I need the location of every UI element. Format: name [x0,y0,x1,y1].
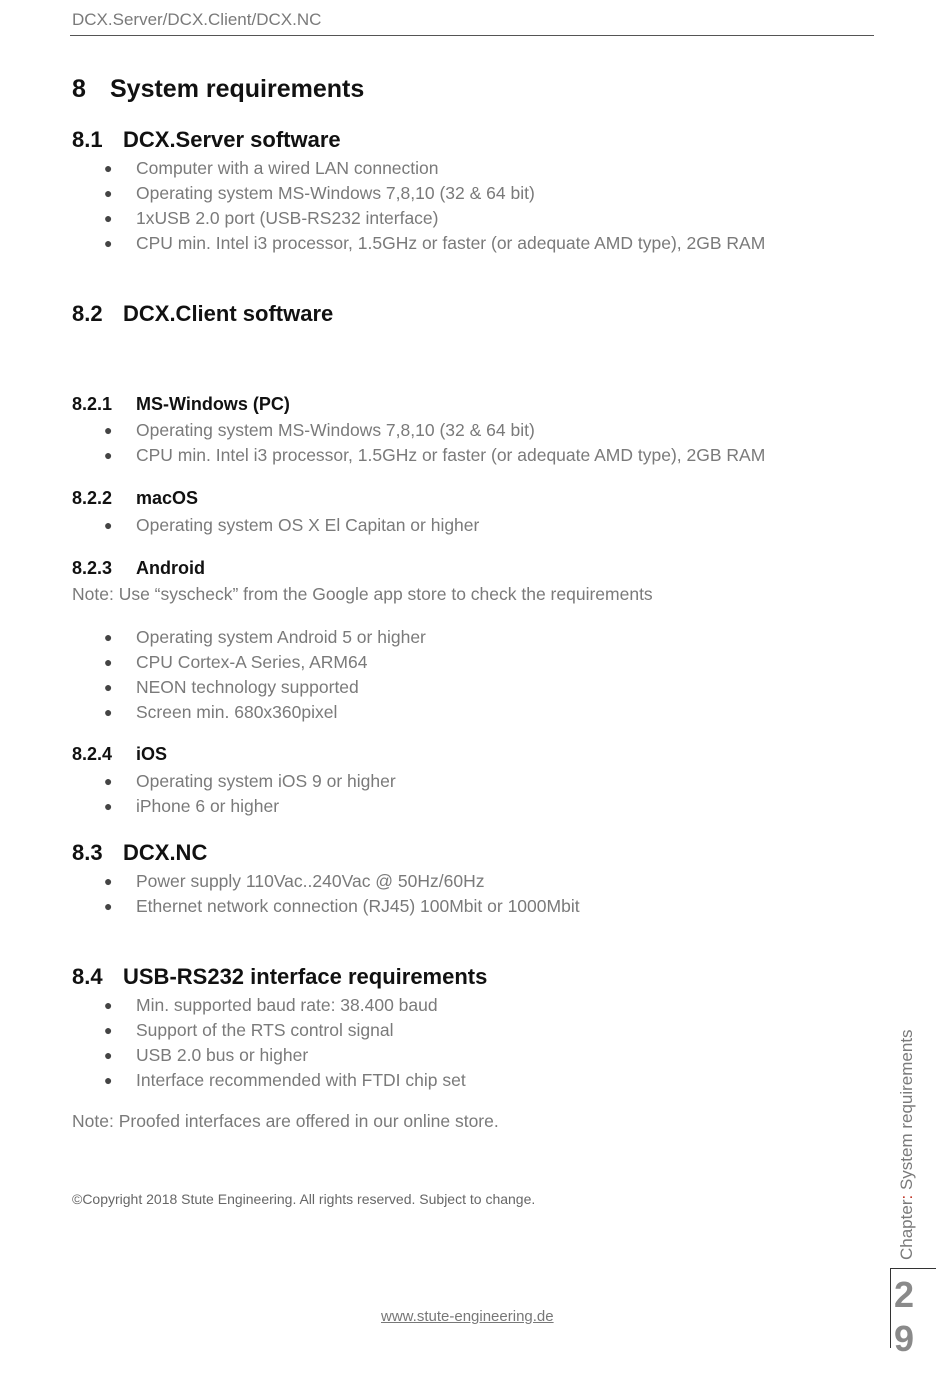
bullet-icon: ● [104,1022,113,1038]
bullet-icon: ● [104,210,113,226]
list-item: ● Interface recommended with FTDI chip set [104,1068,466,1093]
page-number-digit: 9 [894,1318,915,1359]
bullet-icon: ● [104,629,113,645]
bullet-icon: ● [104,873,113,889]
side-divider-horizontal [890,1268,936,1269]
list-item: ● Operating system OS X El Capitan or higher [104,513,479,538]
list-item: ● CPU min. Intel i3 processor, 1.5GHz or faster (or adequate AMD type), 2GB RAM [104,443,765,468]
section-heading-8-3 [72,840,207,866]
section-title: USB-RS232 interface requirements [123,964,488,989]
list-item: ● Support of the RTS control signal [104,1018,466,1043]
list-item: ● USB 2.0 bus or higher [104,1043,466,1068]
bullet-icon: ● [104,422,113,438]
section-heading-8-4 [72,964,487,990]
nc-requirements-list [104,869,580,919]
section-number: 8.2.3 [72,558,113,578]
list-item: ● Computer with a wired LAN connection [104,156,765,181]
bullet-icon: ● [104,704,113,720]
section-title: System requirements [110,75,365,103]
chapter-side-label: Chapter: System requirements [897,1029,916,1260]
android-note: Note: Use “syscheck” from the Google app store to check the requirements [72,584,653,604]
section-number: 8.4 [72,964,103,989]
list-item: ● Operating system MS-Windows 7,8,10 (32 & 64 bit) [104,418,765,443]
list-item: ● Operating system MS-Windows 7,8,10 (32 & 64 bit) [104,181,765,206]
section-heading-8 [72,75,364,104]
section-number: 8 [72,75,86,103]
list-item: ● NEON technology supported [104,675,426,700]
section-heading-8-2 [72,301,333,327]
list-item: ● CPU min. Intel i3 processor, 1.5GHz or faster (or adequate AMD type), 2GB RAM [104,231,765,256]
section-number: 8.3 [72,840,103,865]
section-heading-8-2-1 [72,394,290,415]
section-title: macOS [136,488,199,508]
page-number-digit: 2 [894,1274,915,1315]
usb-note: Note: Proofed interfaces are offered in our online store. [72,1111,499,1131]
bullet-icon: ● [104,773,113,789]
list-item: ● iPhone 6 or higher [104,794,396,819]
bullet-icon: ● [104,997,113,1013]
bullet-icon: ● [104,679,113,695]
list-item: ● Ethernet network connection (RJ45) 100Mbit or 1000Mbit [104,894,580,919]
bullet-icon: ● [104,447,113,463]
section-title: Android [136,558,205,578]
list-item: ● CPU Cortex-A Series, ARM64 [104,650,426,675]
bullet-icon: ● [104,898,113,914]
section-number: 8.2 [72,301,103,326]
website-link[interactable]: www.stute-engineering.de [381,1308,554,1325]
list-item: ● Screen min. 680x360pixel [104,700,426,725]
android-requirements-list [104,625,426,725]
section-heading-8-2-2 [72,488,198,509]
list-item: ● 1xUSB 2.0 port (USB-RS232 interface) [104,206,765,231]
server-requirements-list [104,156,765,256]
list-item: ● Operating system iOS 9 or higher [104,769,396,794]
copyright-notice: ©Copyright 2018 Stute Engineering. All rights reserved. Subject to change. [72,1191,536,1207]
section-title: DCX.Client software [123,301,334,326]
bullet-icon: ● [104,798,113,814]
bullet-icon: ● [104,654,113,670]
section-number: 8.2.2 [72,488,113,508]
section-title: MS-Windows (PC) [136,394,290,414]
bullet-icon: ● [104,185,113,201]
header-divider [70,35,874,36]
ios-requirements-list [104,769,396,819]
section-heading-8-2-4 [72,744,167,765]
section-number: 8.2.1 [72,394,113,414]
list-item: ● Operating system Android 5 or higher [104,625,426,650]
section-title: DCX.NC [123,840,208,865]
list-item: ● Power supply 110Vac..240Vac @ 50Hz/60Hz [104,869,580,894]
section-number: 8.1 [72,127,103,152]
bullet-icon: ● [104,1072,113,1088]
section-number: 8.2.4 [72,744,113,764]
section-title: DCX.Server software [123,127,341,152]
list-item: ● Min. supported baud rate: 38.400 baud [104,993,466,1018]
section-heading-8-1 [72,127,341,153]
section-heading-8-2-3 [72,558,205,579]
running-header: DCX.Server/DCX.Client/DCX.NC [72,10,322,29]
bullet-icon: ● [104,160,113,176]
section-title: iOS [136,744,168,764]
bullet-icon: ● [104,235,113,251]
side-divider-vertical [890,1268,891,1348]
bullet-icon: ● [104,517,113,533]
macos-requirements-list [104,513,479,538]
bullet-icon: ● [104,1047,113,1063]
usb-requirements-list [104,993,466,1093]
windows-requirements-list [104,418,765,468]
